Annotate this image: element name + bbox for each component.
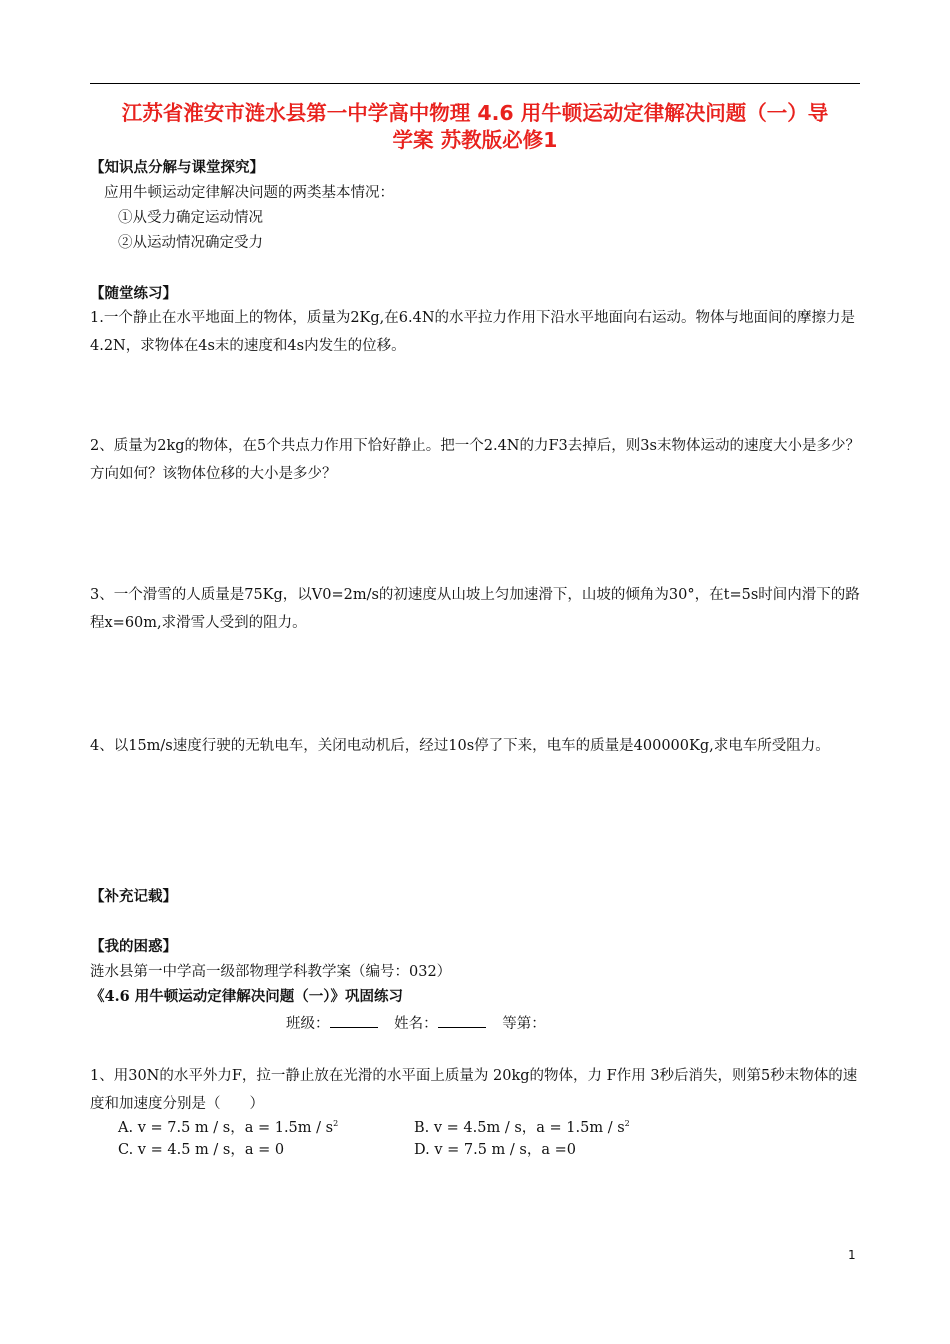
class-label: 班级： [286,1016,330,1032]
knowledge-item-2: ②从运动情况确定受力 [118,235,263,251]
question-4: 4、以15m/s速度行驶的无轨电车，关闭电动机后，经过10s停了下来，电车的质量是400000Kg,求电车所受阻力。 [90,738,830,754]
knowledge-intro: 应用牛顿运动定律解决问题的两类基本情况： [104,185,394,201]
option-a [118,1114,338,1138]
question-1: 1.一个静止在水平地面上的物体，质量为2Kg,在6.4N的水平拉力作用下沿水平地面向右运动。物体与地面间的摩擦力是4.2N，求物体在4s末的速度和4s内发生的位移。 [90,310,856,354]
consolidation-title: 《4.6 用牛顿运动定律解决问题（一）》巩固练习 [90,988,404,1005]
name-label: 姓名： [394,1016,438,1032]
section-confusion: 【我的困惑】 [90,938,177,955]
page-number: 1 [848,1248,856,1262]
name-blank[interactable] [438,1013,486,1028]
document-title [88,100,862,154]
section-knowledge: 【知识点分解与课堂探究】 [90,159,264,176]
option-a-text: A. v = 7.5 m / s，a = 1.5m / s [118,1119,334,1136]
header-rule [90,83,860,84]
class-blank[interactable] [330,1013,378,1028]
option-c: C. v = 4.5 m / s，a = 0 [118,1142,285,1158]
question-2: 2、质量为2kg的物体，在5个共点力作用下恰好静止。把一个2.4N的力F3去掉后，则3s末物体运动的速度大小是多少？方向如何？该物体位移的大小是多少？ [90,438,860,482]
grade-label: 等第： [502,1016,546,1032]
section-supplement: 【补充记载】 [90,888,177,905]
option-b [414,1114,630,1138]
option-d: D. v = 7.5 m / s，a =0 [414,1142,576,1158]
student-info [286,1013,546,1034]
school-line: 涟水县第一中学高一级部物理学科教学案（编号：032） [90,964,452,980]
question-3: 3、一个滑雪的人质量是75Kg，以V0=2m/s的初速度从山坡上匀加速滑下，山坡的倾角为30°，在t=5s时间内滑下的路程x=60m,求滑雪人受到的阻力。 [90,587,860,631]
title-line-2: 学案 苏教版必修1 [392,128,558,152]
section-practice: 【随堂练习】 [90,285,177,302]
consolidation-question-1: 1、用30N的水平外力F，拉一静止放在光滑的水平面上质量为 20kg的物体，力 F作用 3秒后消失，则第5秒末物体的速度和加速度分别是（ ） [90,1068,858,1112]
option-b-exponent: 2 [624,1119,630,1128]
title-line-1: 江苏省淮安市涟水县第一中学高中物理 4.6 用牛顿运动定律解决问题（一）导 [121,101,829,125]
option-a-exponent: 2 [333,1119,339,1128]
option-b-text: B. v = 4.5m / s，a = 1.5m / s [414,1119,625,1136]
knowledge-item-1: ①从受力确定运动情况 [118,210,263,226]
